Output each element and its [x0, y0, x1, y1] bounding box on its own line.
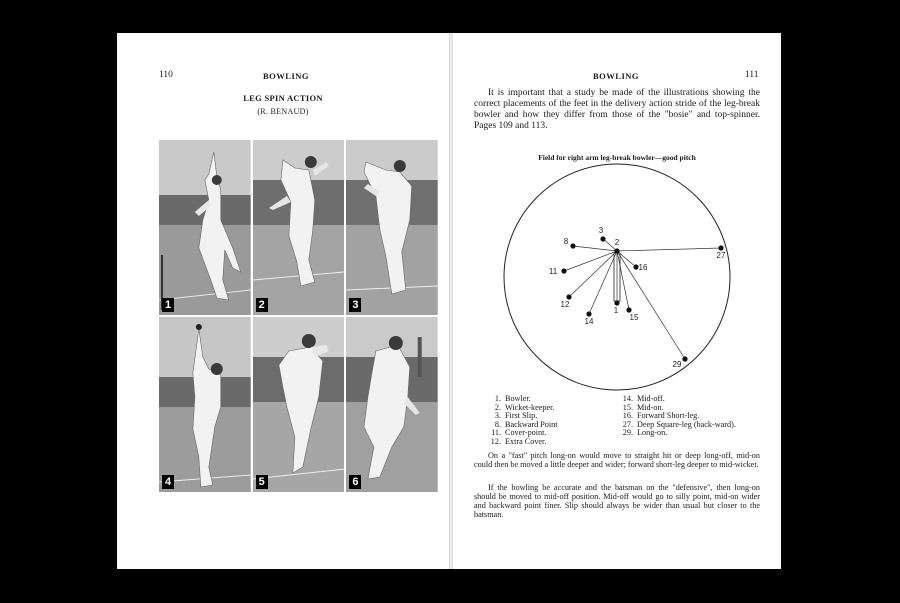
fielder-label: 8: [563, 237, 569, 246]
page-title: LEG SPIN ACTION: [243, 93, 323, 103]
running-head: BOWLING: [263, 71, 310, 81]
fielder-line: [617, 248, 721, 251]
fielder-dot: [718, 245, 723, 250]
running-head: BOWLING: [593, 71, 640, 81]
fielder-dot: [570, 243, 575, 248]
legend-item: 1. Bowler.: [494, 394, 531, 403]
legend-left: [483, 395, 623, 447]
intro-paragraph: It is important that a study be made of the illustrations showing the correct placements of the feet in the delivery action stride of the leg-break bowler and how they differ from those of the "bosie" and top-spinner. Pages 109 and 113.: [474, 88, 760, 131]
note-fast-pitch: On a "fast" pitch long-on would move to straight hit or deep long-off, mid-on could then be moved a little deeper and wider; forward short-leg deeper to mid-wicket.: [474, 451, 760, 469]
legend-item: 3. First Slip.: [494, 411, 538, 421]
fielder-dot: [566, 294, 571, 299]
legend-right: [615, 395, 757, 438]
field-diagram-title: Field for right arm leg-break bowler—good pitch: [538, 153, 696, 162]
fielder-label: 14: [584, 317, 594, 326]
fielder-label: 1: [613, 306, 619, 315]
legend-item: 2. Wicket-keeper.: [494, 402, 555, 412]
photo-5: [253, 317, 345, 492]
fielder-label: 27: [716, 251, 726, 260]
legend-item: 8. Backward Point: [494, 419, 558, 429]
photo-3: [346, 140, 438, 315]
legend-item: 27. Deep Square-leg (back-ward).: [622, 419, 736, 429]
fielder-dot: [614, 248, 619, 253]
photo-1: [159, 140, 251, 315]
fielder-label: 16: [638, 263, 648, 272]
field-diagram: [501, 163, 733, 391]
photo-6: [346, 317, 438, 492]
fielder-label: 29: [672, 360, 682, 369]
fielder-dot: [561, 268, 566, 273]
photo-number: 2: [256, 298, 268, 312]
fielder-label: 12: [560, 300, 570, 309]
fielder-line: [573, 246, 617, 251]
photo-number: 1: [162, 298, 174, 312]
left-page: [117, 33, 449, 569]
fielder-label: 11: [548, 267, 558, 276]
fielder-line: [589, 251, 617, 314]
legend-item: 16. Forward Short-leg.: [622, 411, 700, 421]
fielder-dot: [626, 307, 631, 312]
page-number: 111: [745, 70, 759, 80]
photo-2: [253, 140, 345, 315]
legend-item: 12. Extra Cover.: [490, 436, 547, 446]
fielder-dot: [600, 236, 605, 241]
legend-item: 11. Cover-point.: [491, 428, 547, 438]
fielder-label: 15: [629, 313, 639, 322]
note-defensive: If the bowling be accurate and the batsman on the "defensive", then long-on should be moved to mid-off position. Mid-off would go to silly point, mid-on wider and backward point finer. Slip should always be wider than usual but closer to the batsman.: [474, 483, 760, 519]
fielder-dot: [586, 311, 591, 316]
photo-number: 5: [256, 475, 268, 489]
photo-number: 4: [162, 475, 174, 489]
page-number: 110: [159, 70, 173, 80]
fielder-dot: [682, 356, 687, 361]
legend-item: 29. Long-on.: [622, 428, 668, 438]
photo-grid: [159, 140, 438, 492]
right-page: [453, 33, 781, 569]
fielder-line: [617, 251, 685, 359]
page-subtitle: (R. BENAUD): [257, 107, 309, 116]
legend-item: 15. Mid-on.: [622, 402, 664, 412]
fielder-line: [564, 251, 617, 271]
fielder-dot: [614, 300, 619, 305]
fielder-label: 2: [614, 238, 620, 247]
legend-item: 14. Mid-off.: [622, 394, 665, 403]
fielder-line: [569, 251, 617, 297]
photo-number: 6: [349, 475, 361, 489]
fielder-label: 3: [598, 226, 604, 235]
photo-4: [159, 317, 251, 492]
photo-number: 3: [349, 298, 361, 312]
